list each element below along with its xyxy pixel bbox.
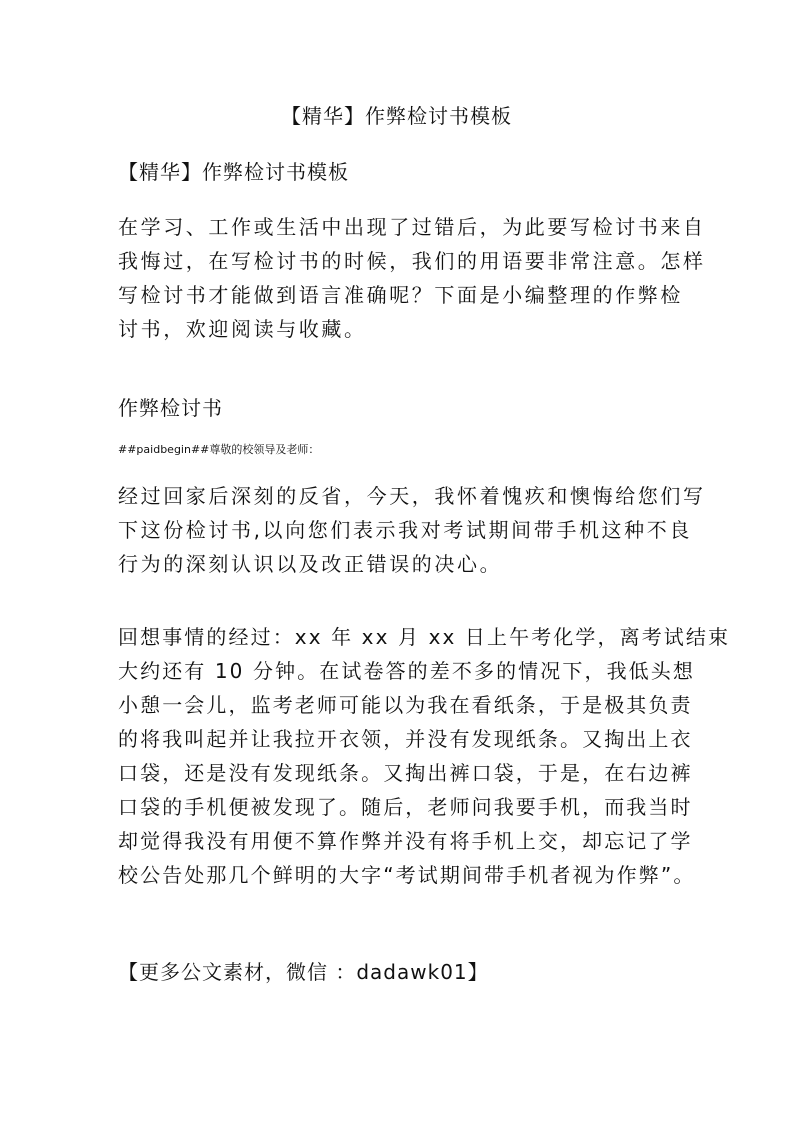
- paragraph-line: 下这份检讨书,以向您们表示我对考试期间带手机这种不良: [118, 518, 692, 542]
- paragraph-line: 经过回家后深刻的反省，今天，我怀着愧疚和懊悔给您们写: [118, 484, 706, 508]
- body-paragraph-2: [118, 620, 731, 892]
- paragraph-line: 的将我叫起并让我拉开衣领，并没有发现纸条。又掏出上衣: [118, 727, 693, 751]
- intro-line: 讨书，欢迎阅读与收藏。: [118, 317, 367, 341]
- section-heading: 作弊检讨书: [118, 396, 223, 420]
- paragraph-line: 校公告处那几个鲜明的大字“考试期间带手机者视为作弊”。: [118, 863, 696, 887]
- paragraph-line: 回想事情的经过：xx 年 xx 月 xx 日上午考化学，离考试结束: [118, 625, 731, 649]
- salutation: ##paidbegin##尊敬的校领导及老师：: [118, 443, 320, 456]
- intro-line: 写检讨书才能做到语言准确呢？下面是小编整理的作弊检: [118, 283, 683, 307]
- intro-line: 在学习、工作或生活中出现了过错后，为此要写检讨书来自: [118, 215, 706, 239]
- paragraph-line: 大约还有 10 分钟。在试卷答的差不多的情况下，我低头想: [118, 659, 695, 683]
- paragraph-line: 小憩一会儿，监考老师可能以为我在看纸条，于是极其负责: [118, 693, 693, 717]
- intro-paragraph: [118, 210, 706, 346]
- footer-note: 【更多公文素材，微信 ：dadawk01】: [118, 960, 489, 984]
- intro-line: 我悔过，在写检讨书的时候，我们的用语要非常注意。怎样: [118, 249, 706, 273]
- paragraph-line: 行为的深刻认识以及改正错误的决心。: [118, 552, 503, 576]
- paragraph-line: 口袋，还是没有发现纸条。又掏出裤口袋，于是，在右边裤: [118, 761, 693, 785]
- body-paragraph-1: [118, 479, 706, 581]
- paragraph-line: 却觉得我没有用便不算作弊并没有将手机上交，却忘记了学: [118, 829, 693, 853]
- document-title: 【精华】作弊检讨书模板: [281, 104, 512, 128]
- paragraph-line: 口袋的手机便被发现了。随后，老师问我要手机，而我当时: [118, 795, 693, 819]
- document-subtitle: 【精华】作弊检讨书模板: [118, 160, 349, 184]
